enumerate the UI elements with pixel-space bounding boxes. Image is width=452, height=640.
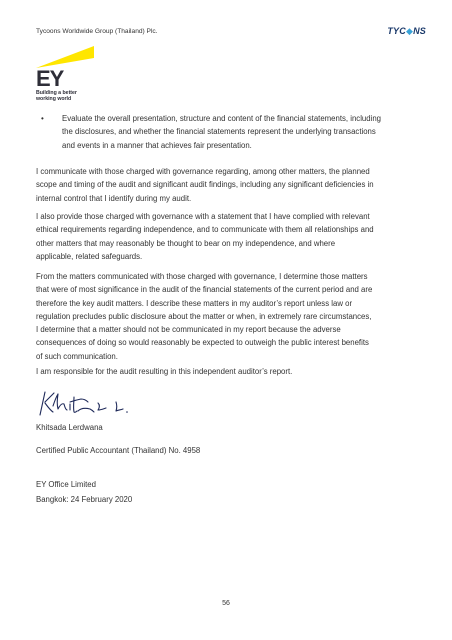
header-company-name: Tycoons Worldwide Group (Thailand) Plc. [36,28,158,35]
paragraph-line: scope and timing of the audit and significant audit findings, including any significant deficiencies in [36,180,374,190]
paragraph-line: I also provide those charged with governance with a statement that I have complied with relevant [36,212,370,221]
paragraph-line: regulation precludes public disclosure about the matter or when, in extremely rare circumstances, [36,311,372,321]
signer-place-date: Bangkok: 24 February 2020 [36,495,133,504]
ey-logo-letters: EY [36,66,64,91]
paragraph-line: I communicate with those charged with governance regarding, among other matters, the planned [36,167,370,176]
bullet-line: Evaluate the overall presentation, structure and content of the financial statements, including [62,114,381,123]
paragraph-line: that were of most significance in the audit of the financial statements of the current period and are [36,285,373,295]
ey-logo-tagline: Building a better working world [36,90,77,103]
signer-firm: EY Office Limited [36,480,96,489]
paragraph-line: therefore the key audit matters. I describe these matters in my auditor’s report unless law or [36,298,353,308]
paragraph-line: other matters that may reasonably be thought to bear on my independence, and where [36,238,336,248]
paragraph-line: From the matters communicated with those charged with governance, I determine those matters [36,272,368,281]
paragraph-line: of such communication. [36,351,118,361]
bullet-line: and events in a manner that achieves fair presentation. [62,140,252,150]
signer-title: Certified Public Accountant (Thailand) No. 4958 [36,446,201,455]
paragraph-line: internal control that I identify during my audit. [36,193,192,203]
paragraph-key-audit-matters [36,270,422,363]
paragraph-line: I determine that a matter should not be communicated in my report because the adverse [36,325,341,335]
paragraph-responsibility [36,365,422,378]
handwritten-signature [36,388,156,418]
ey-logo [36,46,116,106]
signer-name: Khitsada Lerdwana [36,423,103,432]
bullet-icon: • [41,114,44,123]
paragraph-line: applicable, related safeguards. [36,251,143,261]
page-number: 56 [222,600,230,607]
paragraph-communicate-governance [36,165,422,205]
bullet-line: the disclosures, and whether the financial statements represent the underlying transactions [62,127,376,137]
tycoons-logo: TYC◆NS [387,26,426,36]
paragraph-line: ethical requirements regarding independence, and to communicate with them all relationships and [36,225,374,235]
paragraph-line: consequences of doing so would reasonably be expected to outweigh the public interest benefits [36,338,369,348]
bullet-evaluate-presentation [36,112,448,152]
paragraph-line: I am responsible for the audit resulting in this independent auditor’s report. [36,367,293,376]
paragraph-independence-statement [36,210,422,263]
page-header [36,28,426,42]
